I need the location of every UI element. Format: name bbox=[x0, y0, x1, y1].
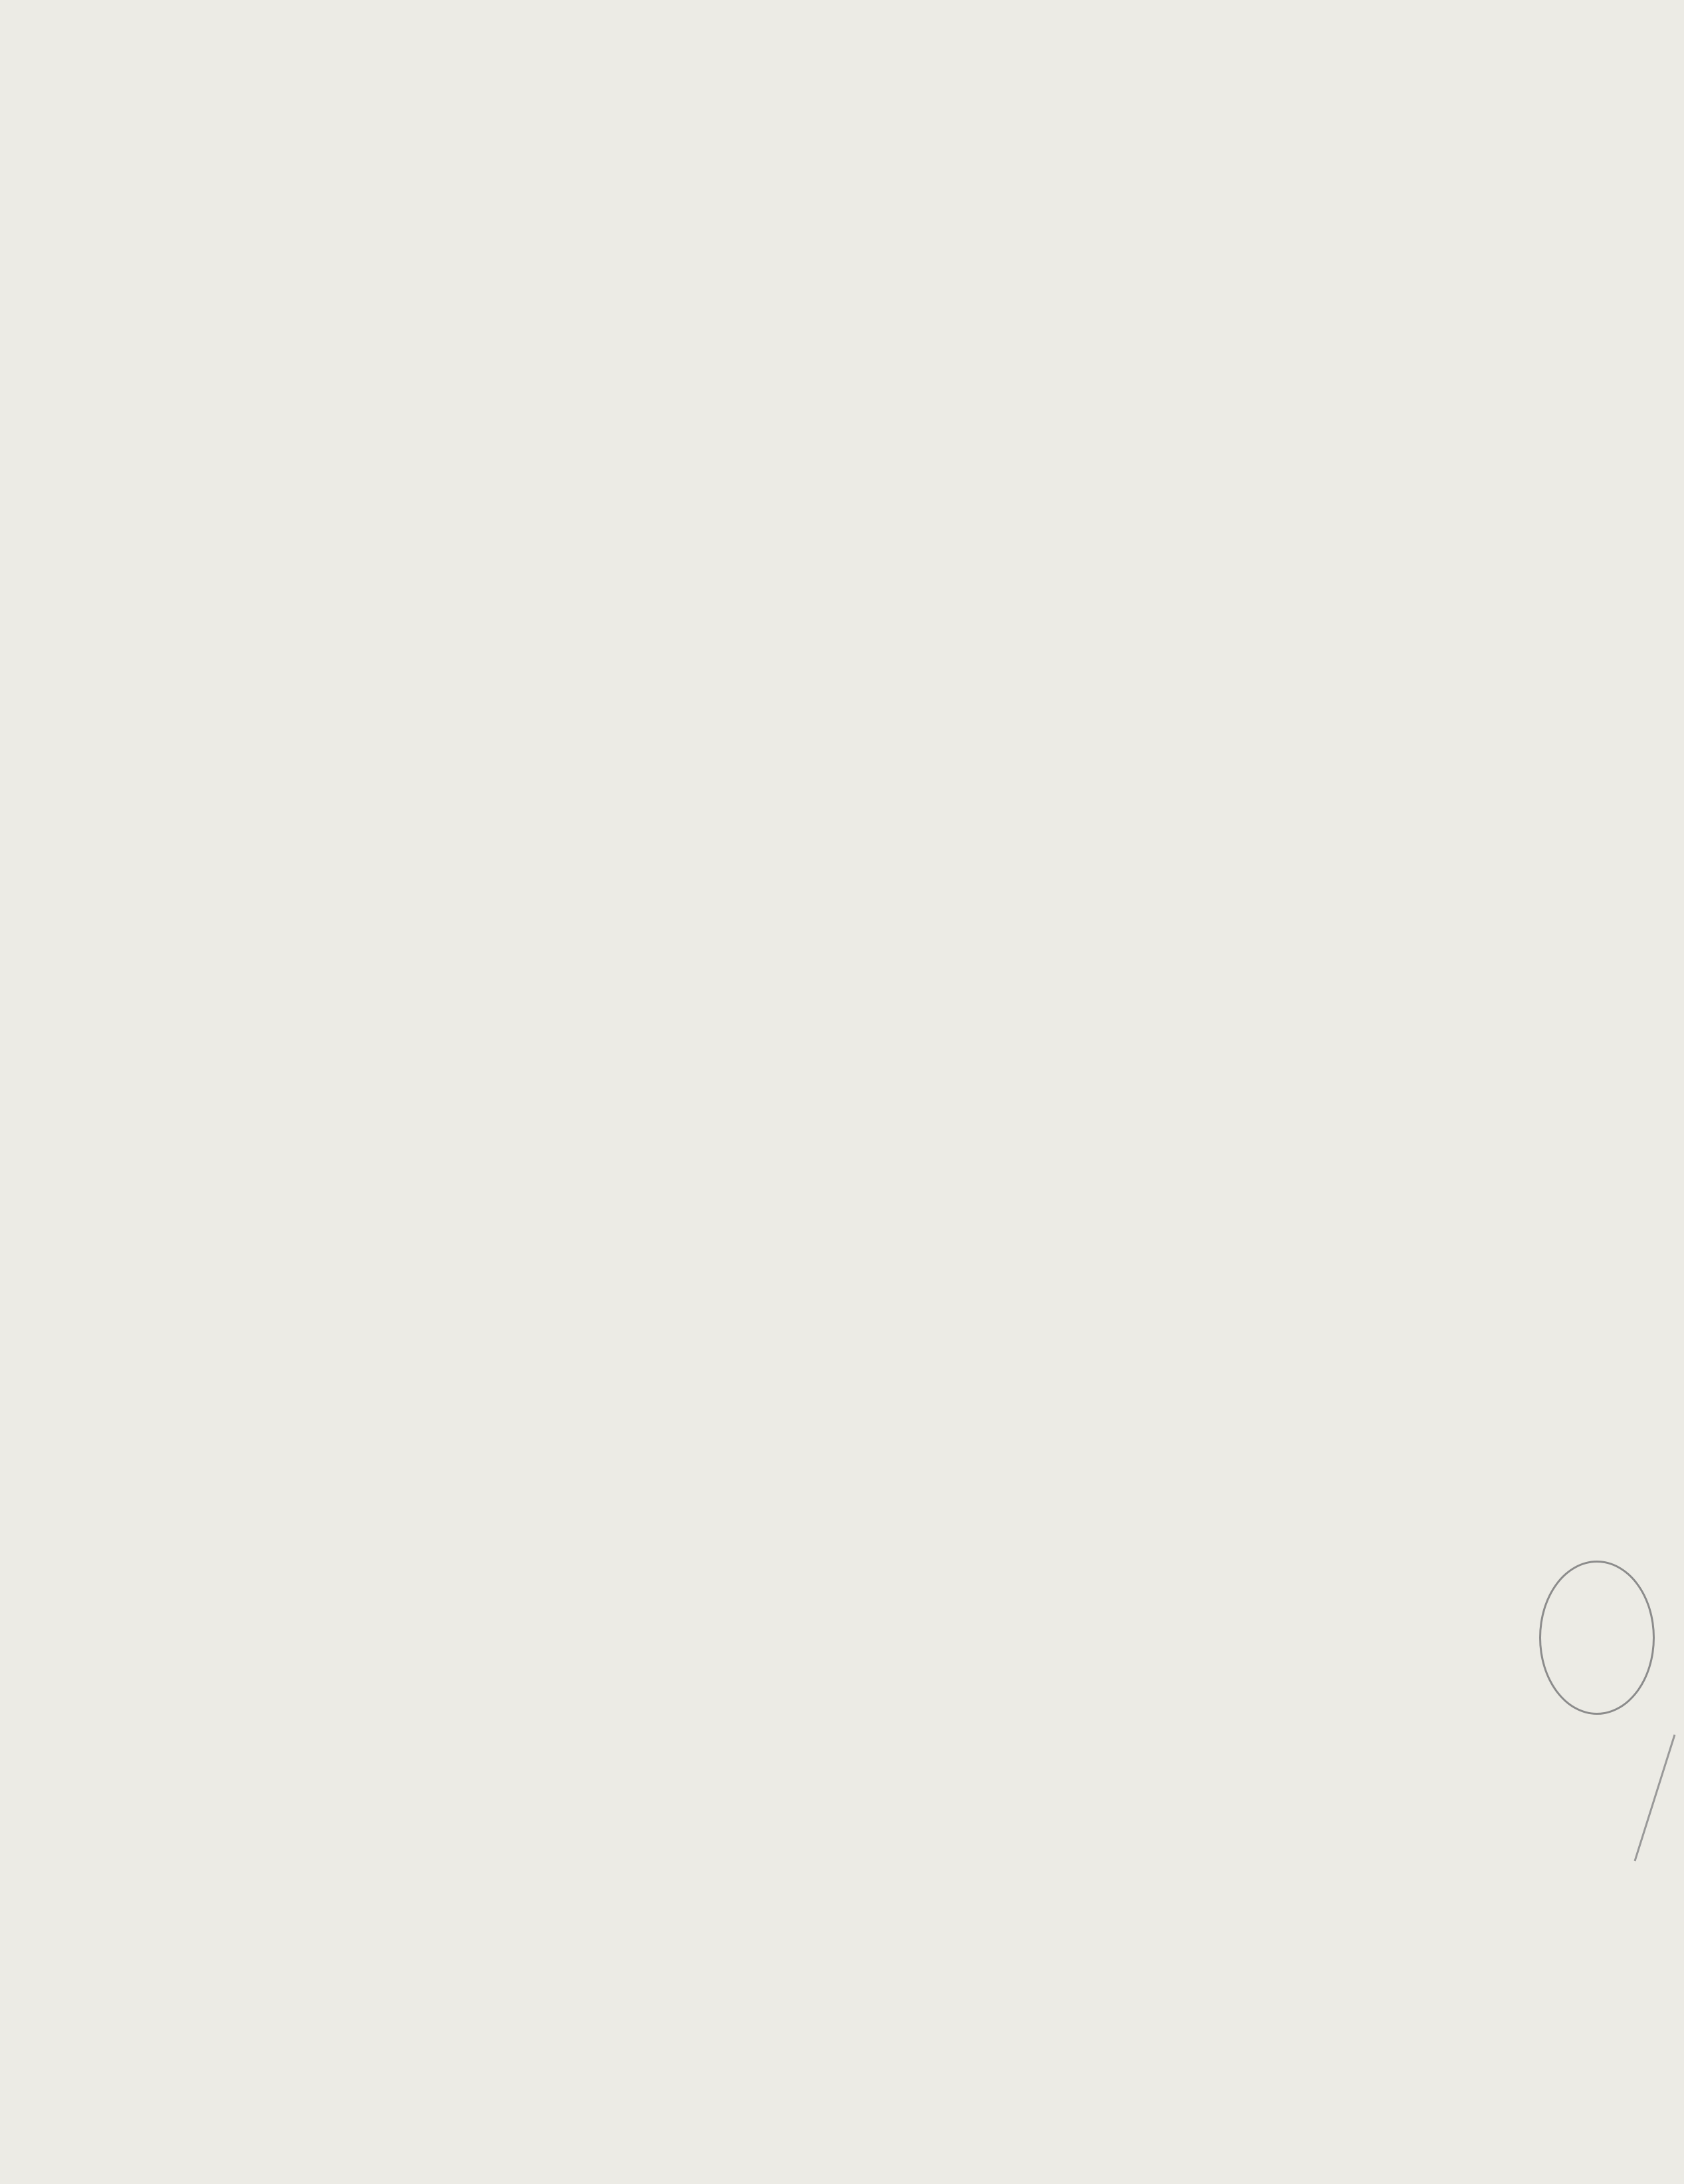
circled-note-outline bbox=[1539, 1561, 1655, 1715]
margin-slash-mark bbox=[1622, 1728, 1684, 1874]
